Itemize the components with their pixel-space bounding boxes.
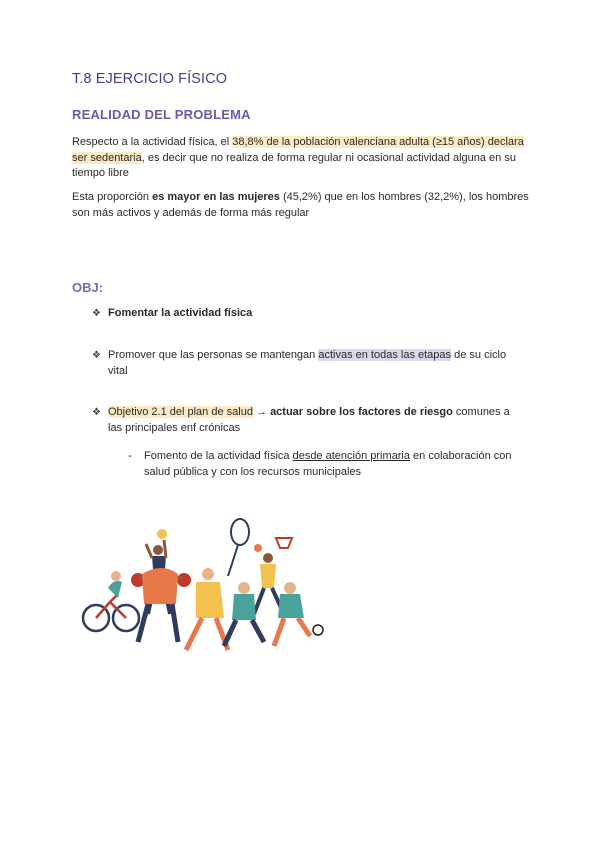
bullet-text: Promover que las personas se mantengan (108, 349, 319, 361)
section-heading-realidad: REALIDAD DEL PROBLEMA (72, 107, 251, 122)
diamond-bullet-icon: ❖ (92, 308, 101, 319)
diamond-bullet-icon: ❖ (92, 350, 101, 361)
highlighted-statistic: 38,8% de la población valenciana adulta (≥15 años) declara ser sedentaria (72, 136, 524, 164)
paragraph-text: Respecto a la actividad física, el (72, 136, 233, 148)
highlighted-text: Objetivo 2.1 del plan de salud (108, 406, 253, 418)
paragraph-text: (45,2%) que en los hombres (32,2%), los hombres son más activos y además de forma más regular (72, 191, 529, 219)
cyclist-figure (83, 571, 139, 631)
underlined-text: desde atención primaria (292, 450, 410, 462)
paragraph-text: Esta proporción (72, 191, 153, 203)
runner-figure (224, 582, 264, 646)
sports-people-illustration (78, 518, 328, 658)
bullet-text: Fomentar la actividad física (108, 307, 253, 319)
bullet-text: comunes a las principales enf crónicas (108, 406, 510, 434)
paragraph-genero (72, 190, 532, 221)
dash-bullet: - (128, 450, 132, 462)
section-heading-obj: OBJ: (72, 280, 104, 295)
paragraph-sedentarismo (72, 135, 532, 182)
arrow-text: → (252, 406, 271, 418)
bold-text: es mayor en las mujeres (152, 191, 280, 203)
page-title: T.8 EJERCICIO FÍSICO (72, 71, 228, 87)
highlighted-text: activas en todas las etapas (318, 349, 452, 361)
bold-text: actuar sobre los factores de riesgo (270, 406, 453, 418)
boxer-figure (131, 568, 191, 642)
soccer-player-figure (274, 582, 323, 646)
bullet-text: de su ciclo vital (108, 349, 507, 377)
sub-bullet-text: en colaboración con salud pública y con los recursos municipales (144, 450, 512, 478)
sub-bullet-text: Fomento de la actividad física (144, 450, 293, 462)
diamond-bullet-icon: ❖ (92, 407, 101, 418)
paragraph-text: , es decir que no realiza de forma regular ni ocasional actividad alguna en su tiempo libre (72, 151, 516, 179)
